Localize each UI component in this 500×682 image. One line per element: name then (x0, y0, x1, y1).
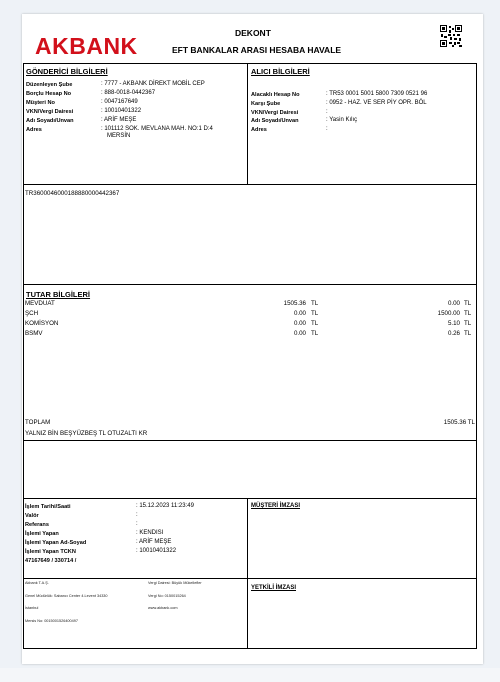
amount-value: 0.00 (293, 310, 306, 317)
transaction-label: Valör (25, 513, 39, 519)
amount-value: 0.00 (293, 320, 306, 327)
transaction-value: : (136, 512, 138, 518)
authorized-signature-label: YETKİLİ İMZASI (251, 585, 296, 591)
receiver-value: : (326, 126, 328, 132)
receiver-value: : (326, 109, 328, 115)
total-value: 1505.36 TL (443, 419, 475, 426)
receipt-frame (23, 63, 477, 649)
fee-value: 0.26 (447, 330, 460, 337)
fee-currency: TL (464, 320, 472, 327)
divider (23, 184, 477, 185)
transaction-label: İşlemi Yapan TCKN (25, 549, 76, 555)
divider (23, 440, 477, 441)
receiver-value: : TR53 0001 5001 5800 7309 0521 96 (326, 91, 428, 97)
qr-code-icon (440, 25, 462, 47)
divider (247, 498, 248, 649)
receiver-label: Alacaklı Hesap No (251, 92, 300, 98)
total-label: TOPLAM (25, 419, 51, 426)
sender-label: Müşteri No (26, 100, 55, 106)
transaction-value: : 15.12.2023 11:23:49 (136, 503, 194, 509)
transaction-value: : (136, 521, 138, 527)
fee-value: 1500.00 (437, 310, 460, 317)
fee-currency: TL (464, 310, 472, 317)
sender-value: : ARİF MEŞE (101, 117, 137, 123)
footer-text: Genel Müdürlük: Sabancı Center 4.Levent 34330 (25, 594, 108, 598)
sender-value: : 7777 - AKBANK DİREKT MOBİL CEP (101, 81, 205, 87)
amount-currency: TL (311, 300, 319, 307)
receiver-label: VKN/Vergi Dairesi (251, 110, 299, 116)
transaction-value: : 10010401322 (136, 548, 177, 554)
amount-value: 1505.36 (283, 300, 306, 307)
transaction-label: İşlem Tarihi/Saati (25, 504, 71, 510)
fee-currency: TL (464, 300, 472, 307)
receiver-label: Karşı Şube (251, 101, 281, 107)
sender-heading: GÖNDERİCİ BİLGİLERİ (26, 67, 108, 76)
receiver-value: : Yasin Kılıç (326, 117, 358, 123)
document-title: DEKONT (235, 28, 271, 38)
receiver-label: Adı Soyadı/Unvan (251, 118, 299, 124)
sender-value: : 888-0018-0442367 (101, 90, 156, 96)
divider (23, 578, 247, 579)
amount-row-name: ŞCH (25, 310, 39, 317)
sender-value: : 10010401322 (101, 108, 142, 114)
receiver-value: : 0952 - HAZ. VE SER PİY OPR. BÖL (326, 100, 427, 106)
receiver-heading: ALICI BİLGİLERİ (251, 67, 310, 76)
amount-row-name: BSMV (25, 330, 43, 337)
divider (247, 63, 248, 184)
fee-value: 0.00 (447, 300, 460, 307)
receiver-label: Adres (251, 127, 267, 133)
amounts-heading: TUTAR BİLGİLERİ (26, 290, 91, 299)
sender-label: Adres (26, 127, 42, 133)
amount-currency: TL (311, 320, 319, 327)
sender-label: Adı Soyadı/Unvan (26, 118, 74, 124)
amount-value: 0.00 (293, 330, 306, 337)
divider (23, 498, 477, 499)
sender-label: Borçlu Hesap No (26, 91, 72, 97)
sender-label: VKN/Vergi Dairesi (26, 109, 74, 115)
divider (247, 578, 477, 579)
sender-address-line2: MERSİN (107, 133, 131, 139)
transaction-label: Referans (25, 522, 49, 528)
divider (23, 284, 477, 285)
fee-currency: TL (464, 330, 472, 337)
document-subtitle: EFT BANKALAR ARASI HESABA HAVALE (172, 45, 342, 55)
footer-text: Mersis No: 0015001526400497 (25, 619, 78, 623)
sender-value: : 101112 SOK. MEVLANA MAH. NO:1 D:4 (101, 126, 213, 132)
viewer-bottom-strip (0, 668, 500, 682)
transfer-description: TR3600046000188880000442367 (25, 190, 120, 197)
amount-currency: TL (311, 330, 319, 337)
amount-row-name: KOMİSYON (25, 320, 59, 327)
transaction-label: İşlemi Yapan (25, 531, 59, 537)
amount-currency: TL (311, 310, 319, 317)
fee-value: 5.10 (447, 320, 460, 327)
amount-row-name: MEVDUAT (25, 300, 55, 307)
transaction-value: : ARİF MEŞE (136, 539, 172, 545)
transaction-value: : KENDISI (136, 530, 164, 536)
akbank-logo: AKBANK (35, 33, 138, 59)
footer-text: İstanbul (25, 606, 39, 610)
reference-code: 47167649 / 330714 / (25, 558, 77, 564)
footer-text: Vergi Dairesi: Büyük Mükellefler (148, 581, 202, 585)
footer-text: Akbank T.A.Ş. (25, 581, 49, 585)
amount-in-words: YALNIZ BİN BEŞYÜZBEŞ TL OTUZALTI KR (25, 430, 148, 437)
customer-signature-label: MÜŞTERİ İMZASI (251, 503, 300, 509)
footer-text: www.akbank.com (148, 606, 178, 610)
footer-text: Vergi No: 0150015264 (148, 594, 186, 598)
transaction-label: İşlemi Yapan Ad-Soyad (25, 540, 87, 546)
sender-value: : 0047167649 (101, 99, 138, 105)
sender-label: Düzenleyen Şube (26, 82, 73, 88)
